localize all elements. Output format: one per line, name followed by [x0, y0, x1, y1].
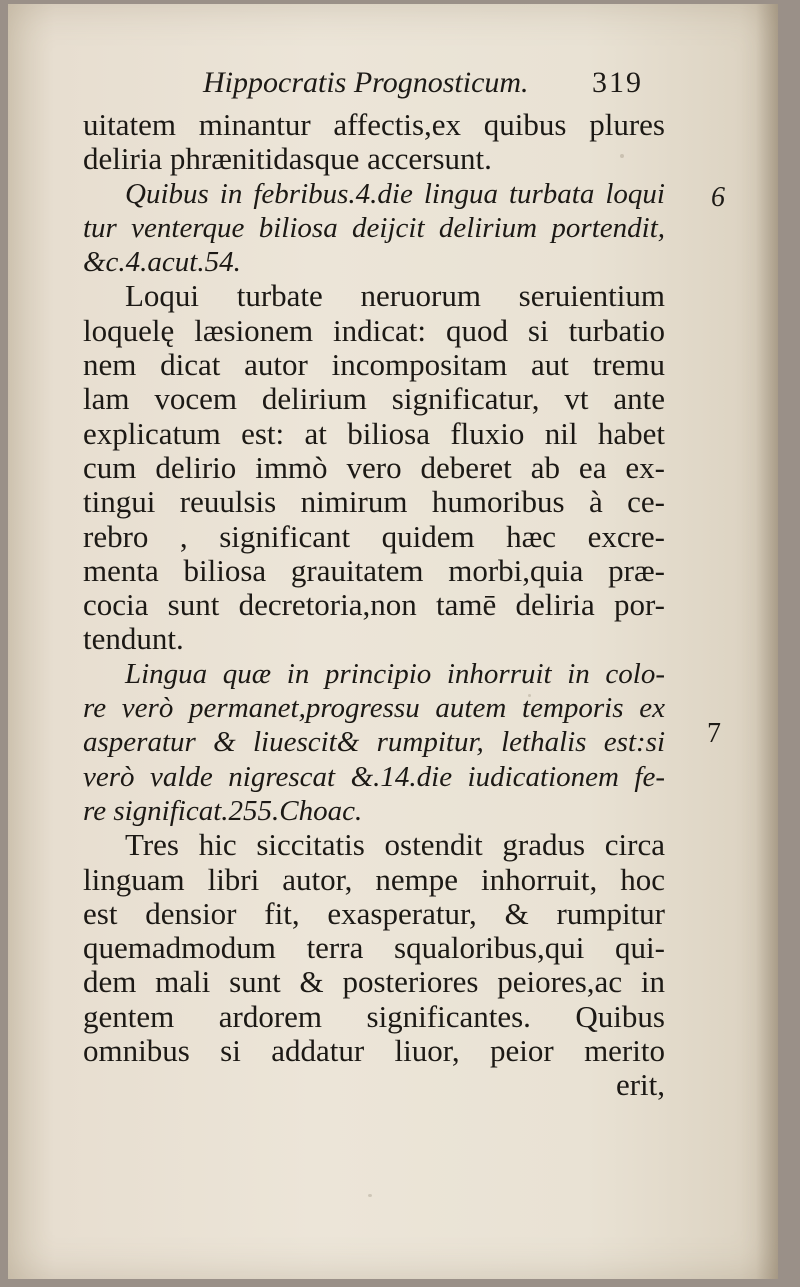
text-line: deliria phrænitidasque accersunt. — [83, 141, 492, 177]
text-line: asperatur & liuescit& rumpitur, lethalis est:si — [83, 726, 665, 759]
text-line: loquelę læsionem indicat: quod si turbatio — [83, 312, 665, 348]
page-number: 319 — [592, 66, 643, 99]
text-line: omnibus si addatur liuor, peior merito — [83, 1033, 665, 1069]
margin-number-6: 6 — [711, 182, 725, 213]
text-line: nem dicat autor incompositam aut tremu — [83, 347, 665, 383]
page-gutter-shadow — [756, 4, 778, 1279]
text-line: Loqui turbate neruorum seruientium — [125, 278, 665, 314]
text-line: linguam libri autor, nempe inhorruit, hoc — [83, 861, 665, 897]
text-line: cum delirio immò vero deberet ab ea ex- — [83, 449, 665, 485]
text-line: quemadmodum terra squaloribus,qui qui- — [83, 930, 665, 966]
text-line: re significat.255.Choac. — [83, 794, 363, 827]
body-text — [83, 108, 665, 1103]
catchword: erit, — [615, 1067, 665, 1103]
text-line: tingui reuulsis nimirum humoribus à ce- — [83, 484, 665, 520]
text-line: rebro , significant quidem hæc excre- — [83, 518, 665, 554]
text-line: explicatum est: at biliosa fluxio nil habet — [83, 415, 665, 451]
text-line: gentem ardorem significantes. Quibus — [83, 998, 665, 1034]
book-page — [8, 4, 778, 1279]
paper-speck — [368, 1194, 372, 1197]
text-line: tendunt. — [83, 621, 184, 657]
running-title: Hippocratis Prognosticum. — [203, 66, 529, 99]
text-line: cocia sunt decretoria,non tamē deliria por- — [83, 587, 665, 623]
text-line: Tres hic siccitatis ostendit gradus circa — [125, 827, 665, 863]
text-line: tur venterque biliosa deijcit delirium portendit, — [83, 211, 665, 244]
text-line: verò valde nigrescat &.14.die iudicationem fe- — [83, 760, 665, 793]
text-line: lam vocem delirium significatur, vt ante — [83, 381, 665, 417]
text-line: uitatem minantur affectis,ex quibus plures — [83, 107, 665, 142]
margin-number-7: 7 — [707, 718, 721, 749]
text-line: re verò permanet,progressu autem temporis ex — [83, 692, 665, 725]
text-line: est densior fit, exasperatur, & rumpitur — [83, 895, 665, 931]
text-line: &c.4.acut.54. — [83, 246, 241, 279]
text-line: Quibus in febribus.4.die lingua turbata loqui — [125, 177, 665, 210]
text-line: dem mali sunt & posteriores peiores,ac in — [83, 964, 665, 1000]
text-line: menta biliosa grauitatem morbi,quia præ- — [83, 552, 665, 588]
text-line: Lingua quæ in principio inhorruit in colo- — [125, 657, 665, 690]
page-header — [203, 66, 643, 106]
